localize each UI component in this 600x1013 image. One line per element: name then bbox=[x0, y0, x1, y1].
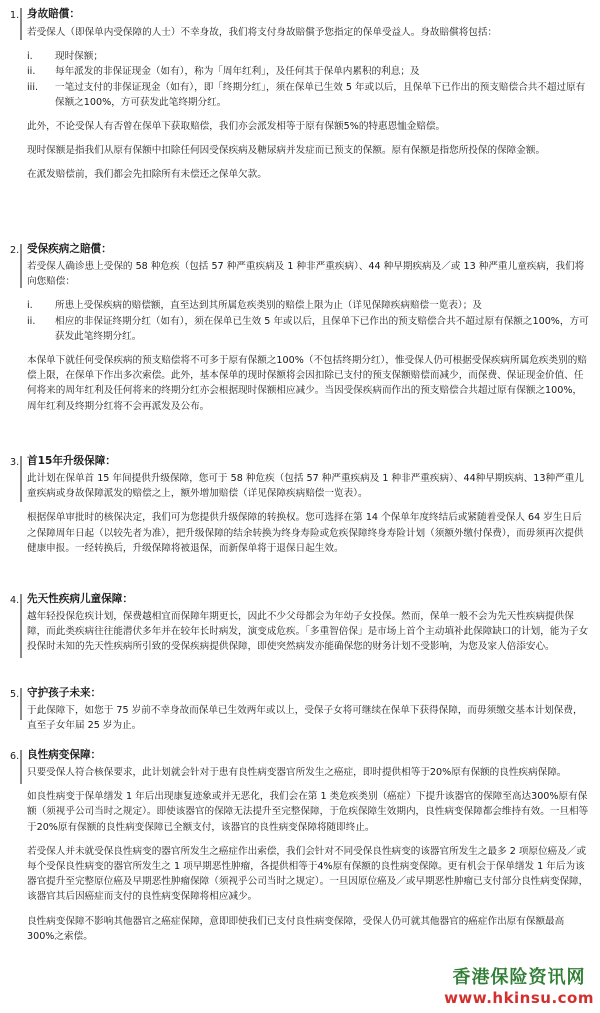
section-divider-bar bbox=[20, 594, 22, 658]
section-paragraph: 若受保人并未就受保良性病变的器官所发生之癌症作出索偿，我们会针对不同受保良性病变的该器官所发生之最多 2 项原位癌及／或每个受保良性病变的器官所发生之 1 项早期恶性肿瘤，各提供相等于4%原有保额的良性病变保障。更有机会于保单缮发 1 年后为该器官提升至完整原位癌及早期恶性肿瘤保障（须视乎公司当时之规定）。一旦因原位癌及／或早期恶性肿瘤已支付部分良性病变保障，该器官其后因癌症而支付的良性病变保障将相应减少。 bbox=[27, 845, 589, 903]
section-paragraph: 此外，不论受保人有否曾在保单下获取赔偿，我们亦会派发相等于原有保额5%的特惠恩恤金赔偿。 bbox=[27, 121, 446, 133]
section-intro: 若受保人确诊患上受保的 58 种危疾（包括 57 种严重疾病及 1 种非严重疾病）、44 种早期疾病及／或 13 种严重儿童疾病，我们将向您赔偿： bbox=[27, 261, 585, 288]
section-divider-bar bbox=[20, 244, 22, 288]
list-marker: i. bbox=[27, 51, 33, 63]
section-paragraph: 在派发赔偿前，我们都会先扣除所有未偿还之保单欠款。 bbox=[27, 169, 267, 181]
section-title: 受保疾病之賠償： bbox=[27, 243, 112, 255]
section-title: 良性病变保障： bbox=[27, 749, 102, 761]
section-upgrade-benefit bbox=[0, 454, 596, 588]
list-item bbox=[27, 80, 591, 110]
list-item-text: 现时保额； bbox=[55, 51, 103, 63]
section-intro: 于此保障下，如您于 75 岁前不幸身故而保单已生效两年或以上，受保子女将可继续在保单下获得保障，而毋须缴交基本计划保费，直至子女年届 25 岁为止。 bbox=[27, 705, 583, 732]
section-divider-bar bbox=[20, 750, 22, 784]
section-title: 身故賠償： bbox=[27, 8, 80, 20]
section-illness-benefit bbox=[0, 242, 596, 448]
section-intro: 若受保人（即保单内受保障的人士）不幸身故，我们将支付身故賠償予您指定的保单受益人。身故賠償将包括： bbox=[27, 27, 498, 38]
list-item bbox=[27, 298, 591, 313]
site-watermark bbox=[444, 967, 594, 1007]
watermark-url: www.hkinsu.com bbox=[444, 989, 594, 1007]
section-body bbox=[27, 471, 591, 565]
list-item-text: 每年派发的非保证现金（如有），称为「周年红利」，及任何其于保单内累积的利息；及 bbox=[55, 66, 420, 78]
section-title: 先天性疾病儿童保障： bbox=[27, 593, 133, 605]
section-number: 3. bbox=[10, 457, 20, 468]
section-paragraph: 根据保单审批时的核保决定，我们可为您提供升级保障的转换权。您可选择在第 14 个保单年度终结后或紧随着受保人 64 岁生日后之保障周年日起（以较先者为准），把升级保障的结余转换为终身寿险或危疾保障终身寿险计划（须额外缴付保费），而毋须再次提供健康申报。一经转换后，升级保障将被退保，而新保单将于退保日起生效。 bbox=[27, 512, 584, 554]
list-item bbox=[27, 49, 591, 64]
list-marker: i. bbox=[27, 300, 33, 312]
list-item-text: 所患上受保疾病的赔偿额，直至达到其所属危疾类别的赔偿上限为止（详见保障疾病赔偿一览表）；及 bbox=[55, 300, 482, 312]
section-title: 首15年升级保障： bbox=[27, 455, 116, 467]
list-item-text: 相应的非保证终期分红（如有），须在保单已生效 5 年或以后，且保单下已作出的预支赔偿合共不超过原有保额之100%，方可获发此笔终期分红。 bbox=[55, 315, 589, 342]
section-child-protection bbox=[0, 686, 596, 736]
section-paragraph: 本保单下就任何受保疾病的预支赔偿将不可多于原有保额之100%（不包括终期分红），惟受保人仍可根据受保疾病所属危疾类别的赔偿上限，在保单下作出多次索偿。此外，基本保单的现时保额将会因扣除已支付的预支保额赔偿而减少，而保费、保证现金价值、任何将来的周年红利及任何将来的终期分红亦会根据现时保额相应减少。当因受保疾病而作出的预支赔偿合共超过原有保额之100%，周年红利及终期分红将不会再派发及公布。 bbox=[27, 355, 587, 412]
list-marker: ii. bbox=[27, 66, 36, 78]
section-congenital-benefit bbox=[0, 592, 596, 680]
section-body bbox=[27, 765, 591, 953]
section-death-benefit bbox=[0, 6, 596, 224]
section-body bbox=[27, 609, 591, 664]
section-body bbox=[27, 25, 591, 192]
section-number: 6. bbox=[10, 751, 20, 762]
section-intro: 只要受保人符合核保要求，此计划就会针对于患有良性病变器官所发生之癌症，即时提供相等于20%原有保额的良性疾病保障。 bbox=[27, 767, 567, 778]
section-divider-bar bbox=[20, 688, 22, 720]
list-marker: iii. bbox=[27, 81, 39, 93]
section-intro: 越年轻投保危疾计划，保费越相宜而保障年期更长，因此不少父母都会为年幼子女投保。然而，保单一般不会为先天性疾病提供保障，而此类疾病往往能潜伏多年并在较年长时病发，演变成危疾。「多重智倍保」是市场上首个主动填补此保障缺口的计划，能为子女投保时未知的先天性疾病所引致的受保疾病提供保障，即使突然病发亦能确保您的财务计划不受影响，为您及家人倍添安心。 bbox=[27, 611, 589, 653]
section-body bbox=[27, 703, 591, 742]
section-number: 4. bbox=[10, 595, 20, 606]
section-divider-bar bbox=[20, 8, 22, 40]
list-item-text: 一笔过支付的非保证现金（如有），即「终期分红」，须在保单已生效 5 年或以后，且保单下已作出的预支赔偿合共不超过原有保额之100%，方可获发此笔终期分红。 bbox=[55, 81, 586, 108]
section-body bbox=[27, 259, 591, 423]
list-marker: ii. bbox=[27, 315, 36, 327]
section-title: 守护孩子未来： bbox=[27, 687, 102, 699]
section-paragraph: 良性病变保障不影响其他器官之癌症保障，意即即使我们已支付良性病变保障，受保人仍可就其他器官的癌症作出原有保额最高300%之索偿。 bbox=[27, 915, 565, 942]
section-intro: 此计划在保单首 15 年间提供升级保障，您可于 58 种危疾（包括 57 种严重疾病及 1 种非严重疾病）、44种早期疾病、13种严重儿童疾病或身故保障派发的赔偿之上，额外增加赔偿（详见保障疾病赔偿一览表）。 bbox=[27, 473, 584, 500]
list-item bbox=[27, 64, 591, 79]
list-item bbox=[27, 314, 591, 344]
section-paragraph: 现时保额是指我们从原有保额中扣除任何因受保疾病及糖尿病并发症而已预支的保额。原有保额是指您所投保的保障金额。 bbox=[27, 145, 546, 157]
watermark-title: 香港保险资讯网 bbox=[452, 967, 586, 988]
section-divider-bar bbox=[20, 456, 22, 502]
section-number: 2. bbox=[10, 245, 20, 256]
section-number: 5. bbox=[10, 689, 20, 700]
section-paragraph: 如良性病变于保单缮发 1 年后出现康复迹象或并无恶化，我们会在第 1 类危疾类别（癌症）下提升该器官的保障至高达300%原有保额（须视乎公司当时之规定）。即使该器官的保障无法提升至完整保障，于危疾保障生效期内，良性病变保障都会维持有效。一旦相等于20%原有保额的良性病变保障已全额支付，该器官的良性病变保障将随即终止。 bbox=[27, 791, 589, 833]
section-number: 1. bbox=[10, 10, 20, 21]
